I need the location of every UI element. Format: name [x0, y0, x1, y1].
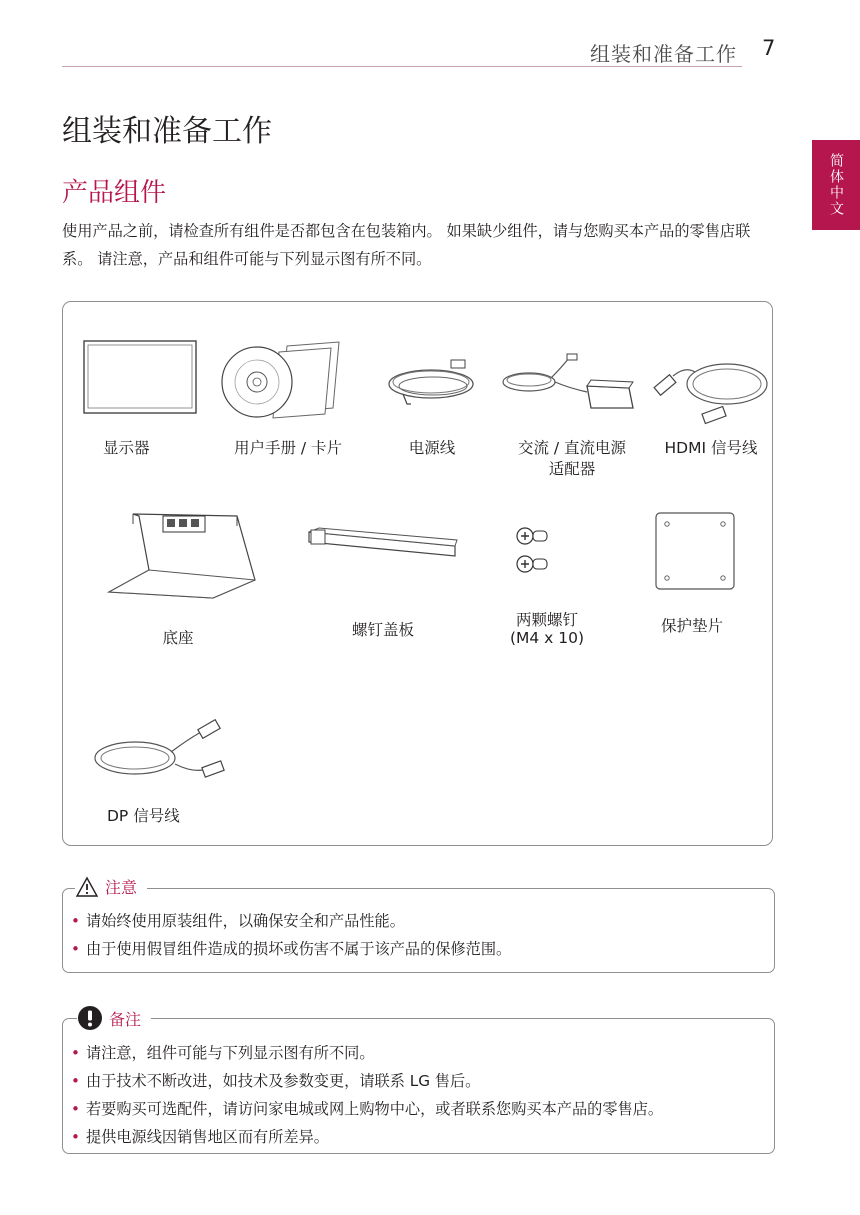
- monitor-icon: [83, 340, 197, 414]
- info-exclamation-icon: [77, 1005, 103, 1031]
- screws-icon: [515, 524, 555, 578]
- component-label-dp: DP 信号线: [107, 807, 180, 825]
- protective-pad-icon: [655, 512, 737, 592]
- section-title: 产品组件: [62, 178, 167, 208]
- header-divider: [62, 66, 742, 67]
- notes-box: [62, 1009, 775, 1154]
- component-label-adapter-line1: 交流 / 直流电源: [517, 439, 627, 457]
- component-label-adapter-line2: 适配器: [548, 460, 596, 478]
- component-label-screws-line1: 两颗螺钉: [515, 611, 578, 629]
- component-label-protective-pad: 保护垫片: [660, 617, 723, 635]
- screw-cover-icon: [305, 526, 461, 562]
- notes-label: 备注: [109, 1009, 142, 1029]
- list-item: • 请注意，组件可能与下列显示图有所不同。: [71, 1044, 375, 1062]
- dp-cable-icon: [91, 722, 231, 784]
- page-title: 组装和准备工作: [62, 114, 272, 149]
- component-label-hdmi: HDMI 信号线: [664, 439, 758, 457]
- caution-box: [62, 878, 775, 973]
- list-item: • 请始终使用原装组件，以确保安全和产品性能。: [71, 912, 405, 930]
- list-item: • 若要购买可选配件，请访问家电城或网上购物中心，或者联系您购买本产品的零售店。: [71, 1100, 664, 1118]
- list-item: • 提供电源线因销售地区而有所差异。: [71, 1128, 329, 1146]
- caution-label: 注意: [105, 878, 138, 897]
- component-label-screws-line2: (M4 x 10): [509, 629, 585, 647]
- list-item: • 由于技术不断改进，如技术及参数变更，请联系 LG 售后。: [71, 1072, 481, 1090]
- language-tab[interactable]: 简体中文: [812, 140, 860, 230]
- running-header-title: 组装和准备工作: [590, 42, 737, 66]
- notes-list: [71, 1039, 663, 1151]
- hdmi-cable-icon: [651, 354, 771, 430]
- page-number: 7: [762, 36, 776, 60]
- caution-header: [75, 875, 147, 898]
- adapter-icon: [499, 348, 639, 420]
- intro-paragraph: 使用产品之前，请检查所有组件是否都包含在包装箱内。 如果缺少组件，请与您购买本产品的零售店联系。 请注意，产品和组件可能与下列显示图有所不同。: [62, 222, 751, 268]
- component-label-base: 底座: [162, 629, 194, 647]
- caution-list: [71, 907, 511, 963]
- warning-icon: [75, 876, 99, 898]
- component-label-manual: 用户手册 / 卡片: [233, 439, 343, 457]
- manual-cd-icon: [221, 340, 341, 422]
- list-item: • 由于使用假冒组件造成的损坏或伤害不属于该产品的保修范围。: [71, 940, 512, 958]
- bullet: •: [71, 1128, 80, 1146]
- bullet: •: [71, 940, 80, 958]
- component-label-screw-cover: 螺钉盖板: [351, 621, 414, 639]
- component-label-power-cord: 电源线: [408, 439, 456, 457]
- components-panel: [62, 301, 773, 846]
- bullet: •: [71, 1100, 80, 1118]
- power-cord-icon: [385, 354, 485, 410]
- bullet: •: [71, 912, 80, 930]
- component-label-monitor: 显示器: [103, 439, 150, 457]
- stand-base-icon: [105, 508, 265, 602]
- bullet: •: [71, 1072, 80, 1090]
- bullet: •: [71, 1044, 80, 1062]
- notes-header: [77, 1005, 151, 1031]
